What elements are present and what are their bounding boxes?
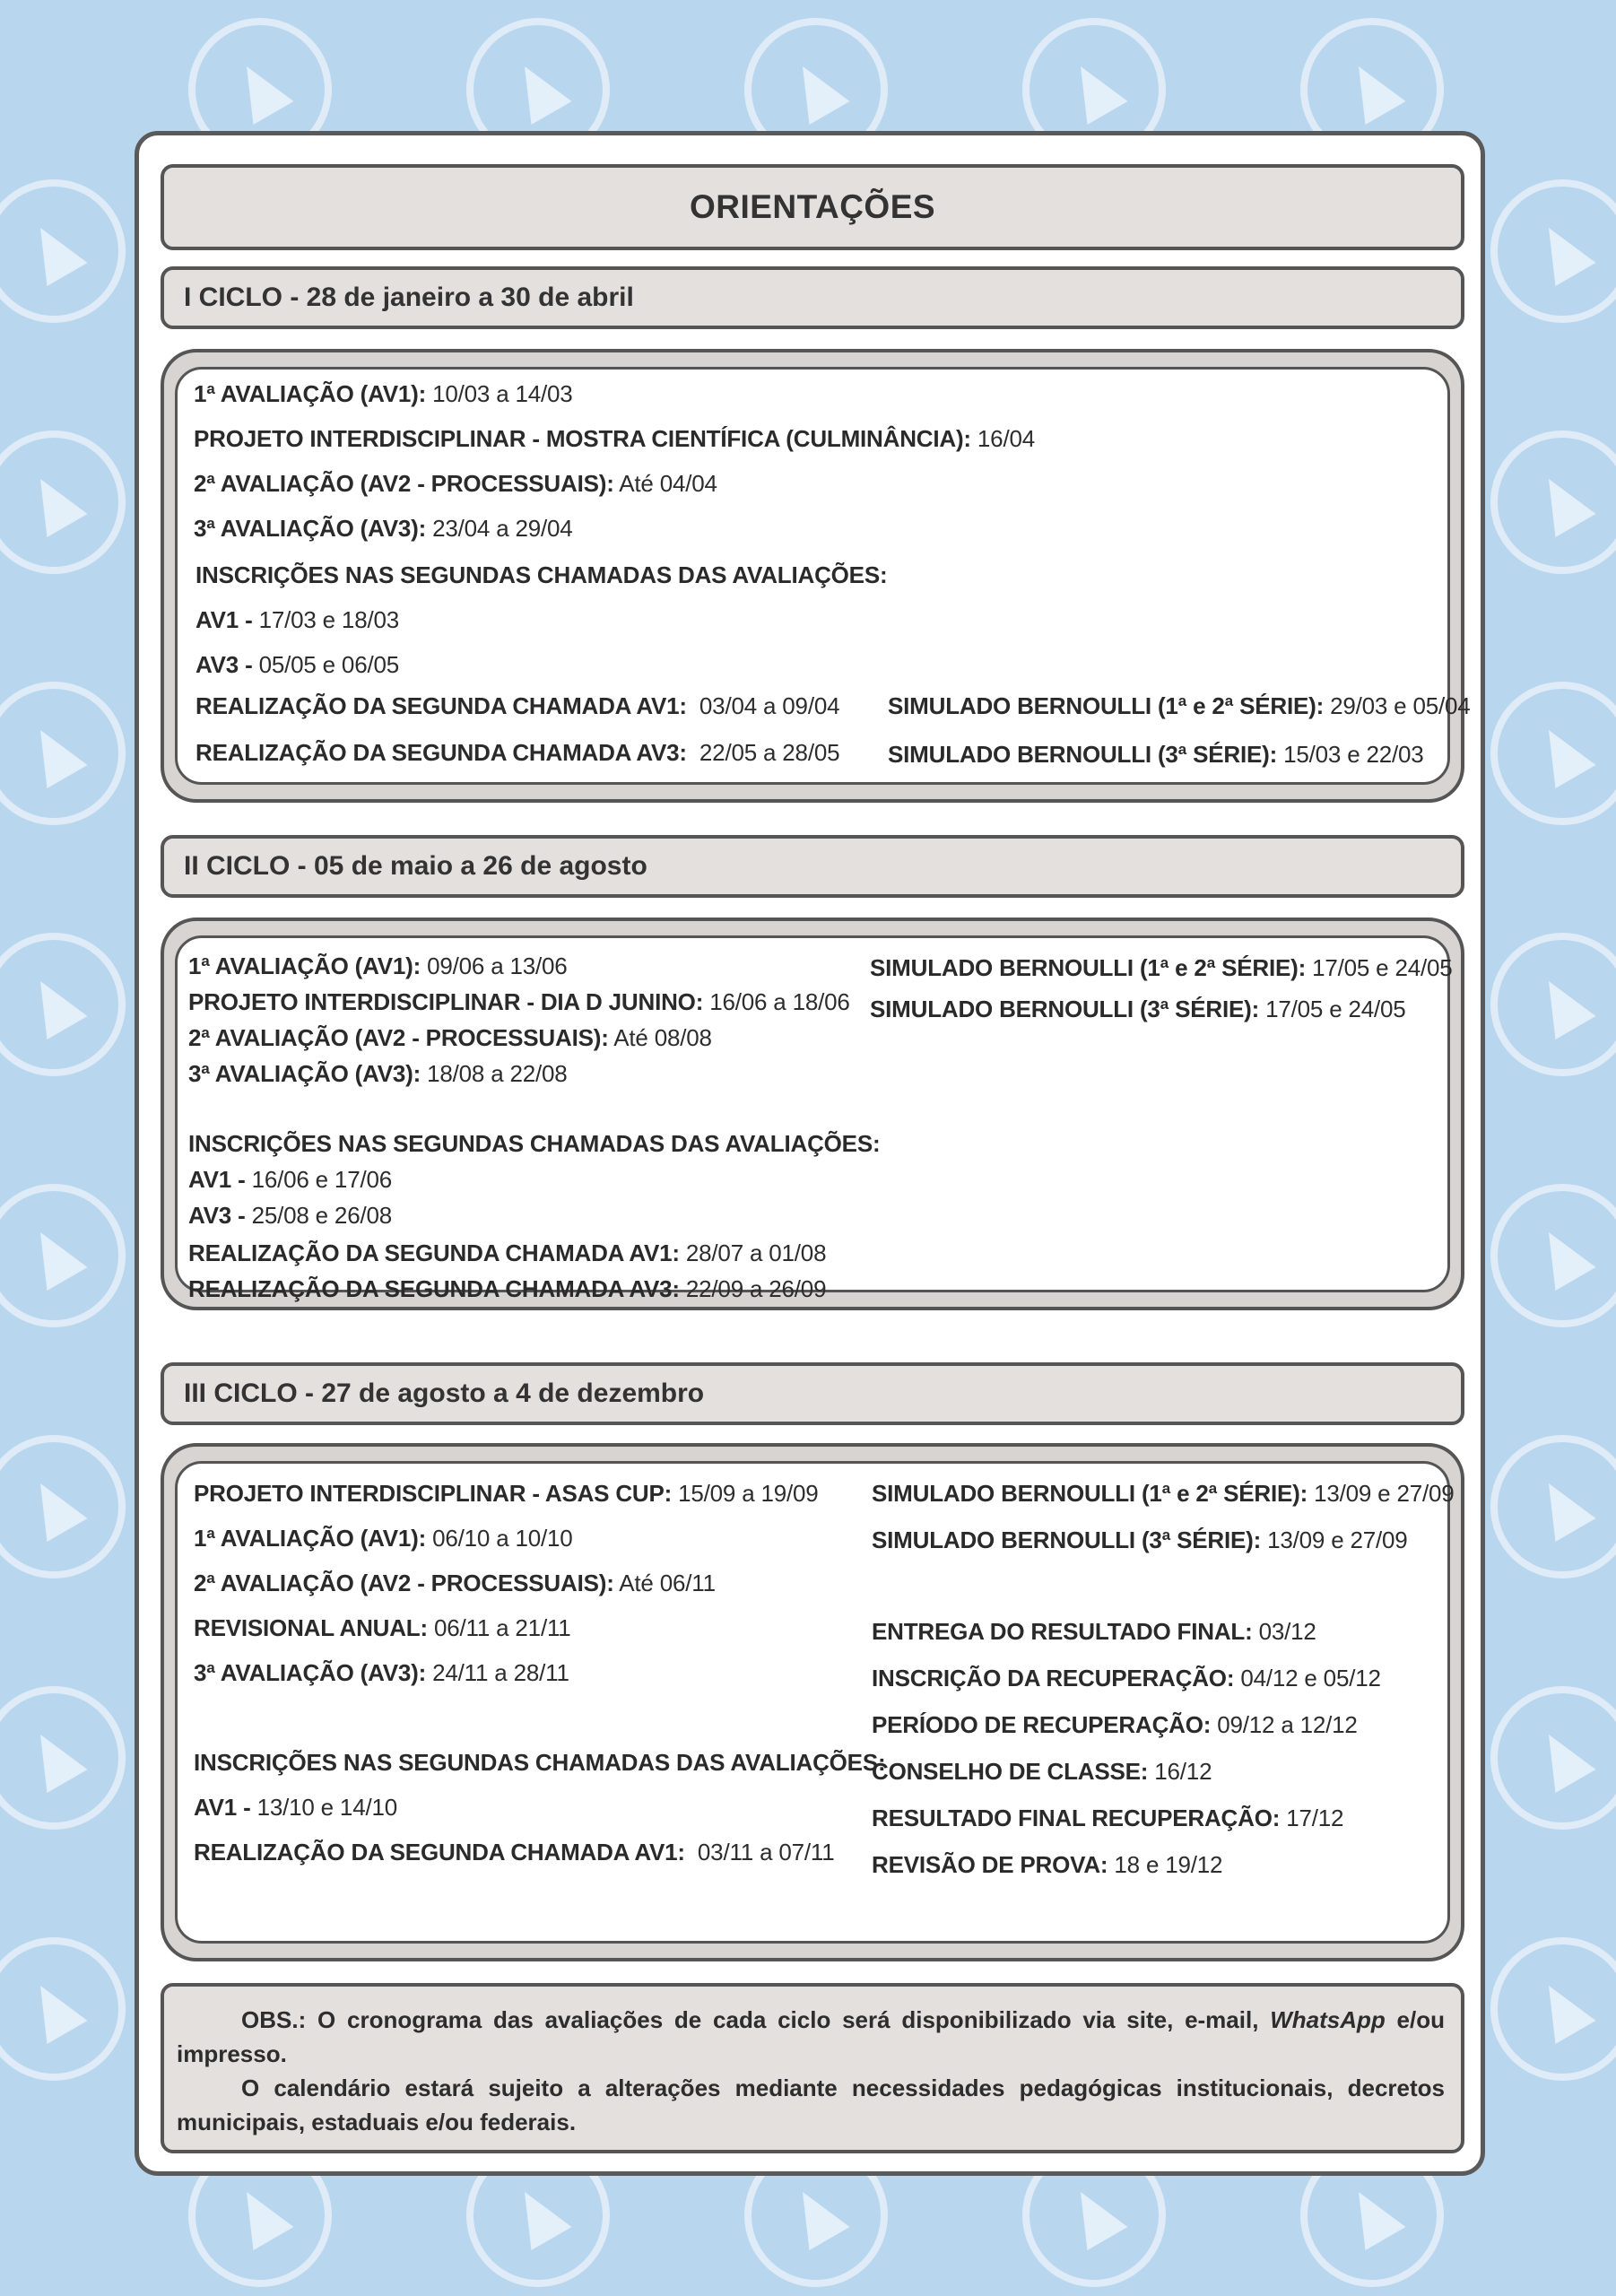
- list-item: 3ª AVALIAÇÃO (AV3): 24/11 a 28/11: [194, 1659, 569, 1686]
- cycle2-panel: [161, 918, 1464, 1310]
- list-item: AV1 - 13/10 e 14/10: [194, 1794, 397, 1821]
- list-item: 1ª AVALIAÇÃO (AV1): 09/06 a 13/06: [188, 952, 568, 979]
- list-item: RESULTADO FINAL RECUPERAÇÃO: 17/12: [872, 1805, 1344, 1831]
- list-item: AV1 - 17/03 e 18/03: [195, 606, 399, 633]
- list-item: INSCRIÇÕES NAS SEGUNDAS CHAMADAS DAS AVALIAÇÕES:: [195, 561, 888, 588]
- watermark-seal: [1490, 933, 1616, 1076]
- watermark-seal: [1490, 1184, 1616, 1327]
- list-item: PROJETO INTERDISCIPLINAR - ASAS CUP: 15/09 a 19/09: [194, 1480, 819, 1507]
- page-title: ORIENTAÇÕES: [161, 164, 1464, 250]
- list-item: ENTREGA DO RESULTADO FINAL: 03/12: [872, 1618, 1316, 1645]
- list-item: REALIZAÇÃO DA SEGUNDA CHAMADA AV3: 22/05 a 28/05: [195, 739, 840, 766]
- list-item: 2ª AVALIAÇÃO (AV2 - PROCESSUAIS): Até 04/04: [194, 470, 717, 497]
- list-item: SIMULADO BERNOULLI (3ª SÉRIE): 15/03 e 22/03: [888, 741, 1424, 768]
- list-item: SIMULADO BERNOULLI (1ª e 2ª SÉRIE): 17/05 e 24/05: [870, 954, 1453, 981]
- cycle1-heading: I CICLO - 28 de janeiro a 30 de abril: [161, 266, 1464, 329]
- list-item: INSCRIÇÕES NAS SEGUNDAS CHAMADAS DAS AVALIAÇÕES:: [194, 1749, 886, 1776]
- cycle3-panel-inner: [175, 1461, 1455, 1944]
- list-item: INSCRIÇÕES NAS SEGUNDAS CHAMADAS DAS AVALIAÇÕES:: [188, 1130, 881, 1157]
- obs-paragraph-2: O calendário estará sujeito a alterações mediante necessidades pedagógicas institucionais, decretos municipais, estaduais e/ou federais.: [177, 2074, 1445, 2135]
- list-item: CONSELHO DE CLASSE: 16/12: [872, 1758, 1212, 1785]
- list-item: 2ª AVALIAÇÃO (AV2 - PROCESSUAIS): Até 08/08: [188, 1024, 712, 1051]
- watermark-seal: [0, 1184, 126, 1327]
- cycle1-panel: [161, 349, 1471, 803]
- list-item: REALIZAÇÃO DA SEGUNDA CHAMADA AV1: 03/11 a 07/11: [194, 1839, 835, 1866]
- watermark-seal: [0, 179, 126, 323]
- list-item: 2ª AVALIAÇÃO (AV2 - PROCESSUAIS): Até 06/11: [194, 1570, 716, 1596]
- list-item: 1ª AVALIAÇÃO (AV1): 10/03 a 14/03: [194, 380, 573, 407]
- list-item: 3ª AVALIAÇÃO (AV3): 18/08 a 22/08: [188, 1060, 568, 1087]
- list-item: PROJETO INTERDISCIPLINAR - MOSTRA CIENTÍFICA (CULMINÂNCIA): 16/04: [194, 425, 1035, 452]
- list-item: REALIZAÇÃO DA SEGUNDA CHAMADA AV1: 28/07 a 01/08: [188, 1239, 827, 1266]
- list-item: SIMULADO BERNOULLI (3ª SÉRIE): 13/09 e 27/09: [872, 1526, 1408, 1553]
- list-item: PERÍODO DE RECUPERAÇÃO: 09/12 a 12/12: [872, 1711, 1358, 1738]
- list-item: AV3 - 25/08 e 26/08: [188, 1202, 392, 1229]
- list-item: REVISÃO DE PROVA: 18 e 19/12: [872, 1851, 1223, 1878]
- list-item: 3ª AVALIAÇÃO (AV3): 23/04 a 29/04: [194, 515, 573, 542]
- list-item: REALIZAÇÃO DA SEGUNDA CHAMADA AV3: 22/09 a 26/09: [188, 1275, 827, 1302]
- schedule-sheet: [135, 131, 1485, 2176]
- list-item: REVISIONAL ANUAL: 06/11 a 21/11: [194, 1614, 571, 1641]
- observations-box: [161, 1983, 1464, 2153]
- list-item: PROJETO INTERDISCIPLINAR - DIA D JUNINO: 16/06 a 18/06: [188, 988, 850, 1015]
- watermark-seal: [1490, 1686, 1616, 1830]
- list-item: SIMULADO BERNOULLI (3ª SÉRIE): 17/05 e 24/05: [870, 996, 1406, 1022]
- cycle3-heading: III CICLO - 27 de agosto a 4 de dezembro: [161, 1362, 1464, 1425]
- list-item: AV3 - 05/05 e 06/05: [195, 651, 399, 678]
- watermark-seal: [0, 1937, 126, 2081]
- cycle1-panel-inner: [175, 367, 1471, 785]
- watermark-seal: [1490, 1435, 1616, 1578]
- obs-paragraph-1: OBS.: O cronograma das avaliações de cada ciclo será disponibilizado via site, e-mail, WhatsApp e/ou impresso.: [177, 2006, 1445, 2067]
- watermark-seal: [1490, 1937, 1616, 2081]
- watermark-seal: [1490, 430, 1616, 574]
- list-item: 1ª AVALIAÇÃO (AV1): 06/10 a 10/10: [194, 1525, 573, 1552]
- list-item: SIMULADO BERNOULLI (1ª e 2ª SÉRIE): 13/09 e 27/09: [872, 1480, 1455, 1507]
- watermark-seal: [0, 682, 126, 825]
- watermark-seal: [0, 1435, 126, 1578]
- watermark-seal: [0, 1686, 126, 1830]
- list-item: REALIZAÇÃO DA SEGUNDA CHAMADA AV1: 03/04 a 09/04: [195, 692, 840, 719]
- watermark-seal: [0, 933, 126, 1076]
- watermark-seal: [1490, 179, 1616, 323]
- list-item: INSCRIÇÃO DA RECUPERAÇÃO: 04/12 e 05/12: [872, 1665, 1381, 1692]
- watermark-seal: [1490, 682, 1616, 825]
- watermark-seal: [0, 430, 126, 574]
- cycle3-panel: [161, 1443, 1464, 1961]
- list-item: AV1 - 16/06 e 17/06: [188, 1166, 392, 1193]
- cycle2-heading: II CICLO - 05 de maio a 26 de agosto: [161, 835, 1464, 898]
- list-item: SIMULADO BERNOULLI (1ª e 2ª SÉRIE): 29/03 e 05/04: [888, 692, 1471, 719]
- cycle2-panel-inner: [175, 935, 1453, 1302]
